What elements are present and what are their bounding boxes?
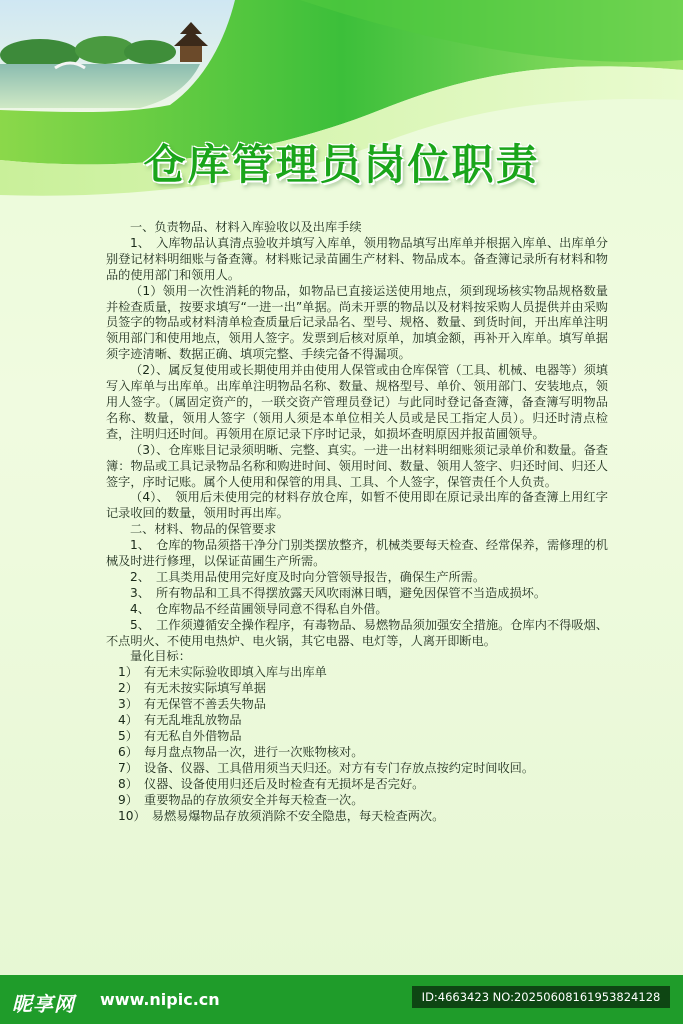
paragraph: （1）领用一次性消耗的物品，如物品已直接运送使用地点，须到现场核实物品规格数量并检查质量，按要求填写“一进一出”单据。尚未开票的物品以及材料按采购人员提供并由采购员签字的物品或材料清单检查质量后记录品名、型号、规格、数量、到货时间，开出库单注明领用部门和使用地点，领用人签字。发票到后核对原单，加填金额，再补开入库单。填写单据须字迹清晰、数据正确、填项完整、手续完备不得漏项。: [106, 283, 608, 362]
page-title: 仓库管理员岗位职责: [143, 140, 540, 189]
paragraph: 2） 有无未按实际填写单据: [118, 681, 266, 696]
paragraph: 4） 有无乱堆乱放物品: [118, 713, 242, 728]
paragraph: 1、 入库物品认真清点验收并填写入库单，领用物品填写出库单并根据入库单、出库单分别登记材料明细账与备查簿。材料账记录苗圃生产材料、物品成本。备查簿记录所有材料和物品的使用部门和领用人。: [106, 235, 608, 282]
paragraph: 6） 每月盘点物品一次，进行一次账物核对。: [118, 744, 364, 759]
paragraph: 1、 仓库的物品须搭干净分门别类摆放整齐，机械类要每天检查、经常保养，需修理的机械及时进行修理，以保证苗圃生产所需。: [106, 538, 608, 569]
paragraph: （4）、 领用后未使用完的材料存放仓库，如暂不使用即在原记录出库的备查簿上用红字记录收回的数量，领用时再出库。: [106, 490, 608, 521]
paragraph: 10） 易燃易爆物品存放须消除不安全隐患，每天检查两次。: [118, 808, 445, 823]
paragraph: （3）、仓库账目记录须明晰、完整、真实。一进一出材料明细账须记录单价和数量。备查簿：物品或工具记录物品名称和购进时间、领用时间、数量、领用人签字、归还时间、归还人签字，序时记账。属个人使用和保管的用具、工具、个人签字，保管责任个人负责。: [106, 442, 608, 489]
paragraph: 9） 重要物品的存放须安全并每天检查一次。: [118, 792, 364, 807]
paragraph: 8） 仪器、设备使用归还后及时检查有无损坏是否完好。: [118, 776, 425, 791]
nipic-logo[interactable]: 昵享网: [12, 992, 75, 1016]
paragraph: 3、 所有物品和工具不得摆放露天风吹雨淋日晒，避免因保管不当造成损坏。: [130, 585, 547, 600]
paragraph: 量化目标：: [130, 649, 191, 664]
paragraph: 二、材料、物品的保管要求: [130, 522, 277, 537]
paragraph: 5、 工作须遵循安全操作程序，有毒物品、易燃物品须加强安全措施。仓库内不得吸烟、不点明火、不使用电热炉、电火锅，其它电器、电灯等，人离开即断电。: [106, 617, 608, 648]
paragraph: 7） 设备、仪器、工具借用须当天归还。对方有专门存放点按约定时间收回。: [118, 760, 535, 775]
lake-pavilion-scene: [0, 0, 235, 115]
duty-text: [106, 220, 608, 824]
paragraph: 一、负责物品、材料入库验收以及出库手续: [130, 220, 362, 234]
paragraph: （2）、属反复使用或长期使用并由使用人保管或由仓库保管（工具、机械、电器等）须填写入库单与出库单。出库单注明物品名称、数量、规格型号、单价、领用部门、安装地点，领用人签字。（属固定资产的，一联交资产管理员登记）与此同时登记备查簿，备查簿写明物品名称、数量，领用人签字（领用人须是本单位相关人员或是民工指定人员）。归还时清点检查，注明归还时间。再领用在原记录下序时记录，如损坏查明原因并报苗圃领导。: [106, 363, 608, 441]
paragraph: 1） 有无未实际验收即填入库与出库单: [118, 665, 327, 680]
paragraph: 3） 有无保管不善丢失物品: [118, 697, 266, 712]
image-id-tag: ID:4663423 NO:20250608161953824128: [412, 986, 670, 1008]
paragraph: 4、 仓库物品不经苗圃领导同意不得私自外借。: [130, 601, 388, 616]
site-url[interactable]: www.nipic.cn: [100, 990, 220, 1009]
paragraph: 2、 工具类用品使用完好度及时向分管领导报告，确保生产所需。: [130, 569, 486, 584]
paragraph: 5） 有无私自外借物品: [118, 729, 242, 743]
